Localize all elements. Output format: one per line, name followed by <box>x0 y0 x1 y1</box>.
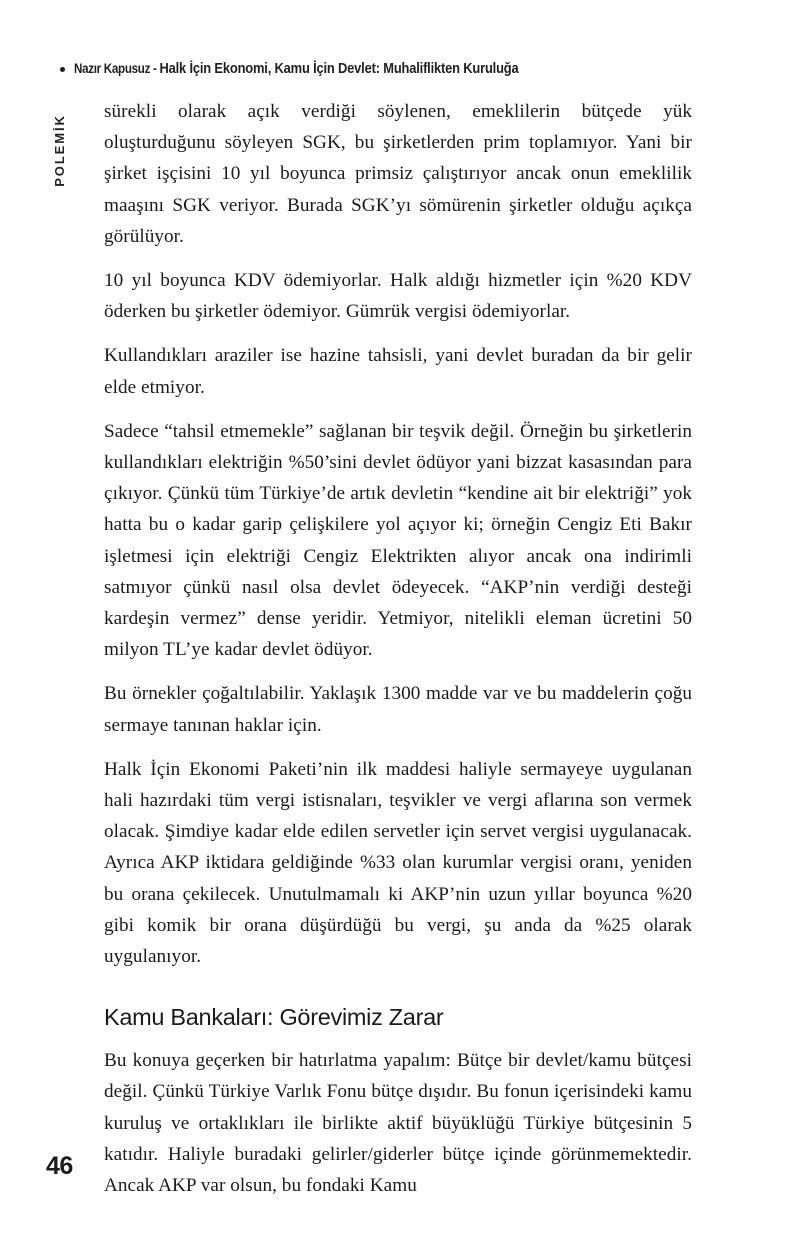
header-author: Nazır Kapusuz <box>74 61 151 76</box>
running-header-text <box>74 60 518 77</box>
paragraph: Sadece “tahsil etmemekle” sağlanan bir teşvik değil. Örneğin bu şirketlerin kullandıkları elektriğin %50’sini devlet ödüyor yani bizzat kasasından para çıkıyor. Çünkü tüm Türkiye’de artık devletin “kendine ait bir elektriği” yok hatta bu o kadar garip çelişkilere yol açıyor ki; örneğin Cengiz Eti Bakır işletmesi için elektriği Cengiz Elektrikten alıyor ancak ona indirimli satmıyor çünkü nasıl olsa devlet ödeyecek. “AKP’nin verdiği desteği kardeşin vermez” dense yeridir. Yetmiyor, nitelikli eleman ücretini 50 milyon TL’ye kadar devlet ödüyor. <box>104 420 692 661</box>
section-heading: Kamu Bankaları: Görevimiz Zarar <box>104 1004 444 1031</box>
paragraph: Bu konuya geçerken bir hatırlatma yapalım: Bütçe bir devlet/kamu bütçesi değil. Çünkü Türkiye Varlık Fonu bütçe dışıdır. Bu fonun içerisindeki kamu kuruluş ve ortaklıkları ile birlikte aktif büyüklüğü Türkiye bütçesinin 5 katıdır. Haliyle buradaki gelirler/giderler bütçe içinde görünmemektedir. Ancak AKP var olsun, bu fondaki Kamu <box>104 1050 692 1197</box>
header-separator: - <box>150 61 160 76</box>
section-tab-label: POLEMİK <box>51 114 67 187</box>
section-tab <box>46 95 72 225</box>
paragraph: sürekli olarak açık verdiği söylenen, emeklilerin bütçede yük oluşturduğunu söyleyen SGK, bu şirketlerden prim toplamıyor. Yani bir şirket işçisini 10 yıl boyunca primsiz çalıştırıyor ancak onun emeklilik maaşını SGK veriyor. Burada SGK’yı sömürenin şirketler olduğu açıkça görülüyor. <box>104 101 692 247</box>
paragraph: Bu örnekler çoğaltılabilir. Yaklaşık 1300 madde var ve bu maddelerin çoğu sermaye tanınan haklar için. <box>104 683 692 736</box>
page-number: 46 <box>46 1152 73 1180</box>
header-title: Halk İçin Ekonomi, Kamu İçin Devlet: Muhaliflikten Kuruluğa <box>159 60 519 77</box>
body-text-column <box>104 96 692 1201</box>
bullet-icon <box>60 67 65 72</box>
paragraph: 10 yıl boyunca KDV ödemiyorlar. Halk aldığı hizmetler için %20 KDV öderken bu şirketler ödemiyor. Gümrük vergisi ödemiyorlar. <box>104 270 692 323</box>
paragraph: Kullandıkları araziler ise hazine tahsisli, yani devlet buradan da bir gelir elde etmiyor. <box>104 345 692 398</box>
paragraph: Halk İçin Ekonomi Paketi’nin ilk maddesi haliyle sermayeye uygulanan hali hazırdaki tüm vergi istisnaları, teşvikler ve vergi aflarına son vermek olacak. Şimdiye kadar elde edilen servetler için servet vergisi uygulanacak. Ayrıca AKP iktidara geldiğinde %33 olan kurumlar vergisi oranı, yeniden bu orana çekilecek. Unutulmamalı ki AKP’nin uzun yıllar boyunca %20 gibi komik bir orana düşürdüğü bu vergi, şu anda da %25 olarak uygulanıyor. <box>104 758 692 968</box>
running-header <box>60 60 720 77</box>
